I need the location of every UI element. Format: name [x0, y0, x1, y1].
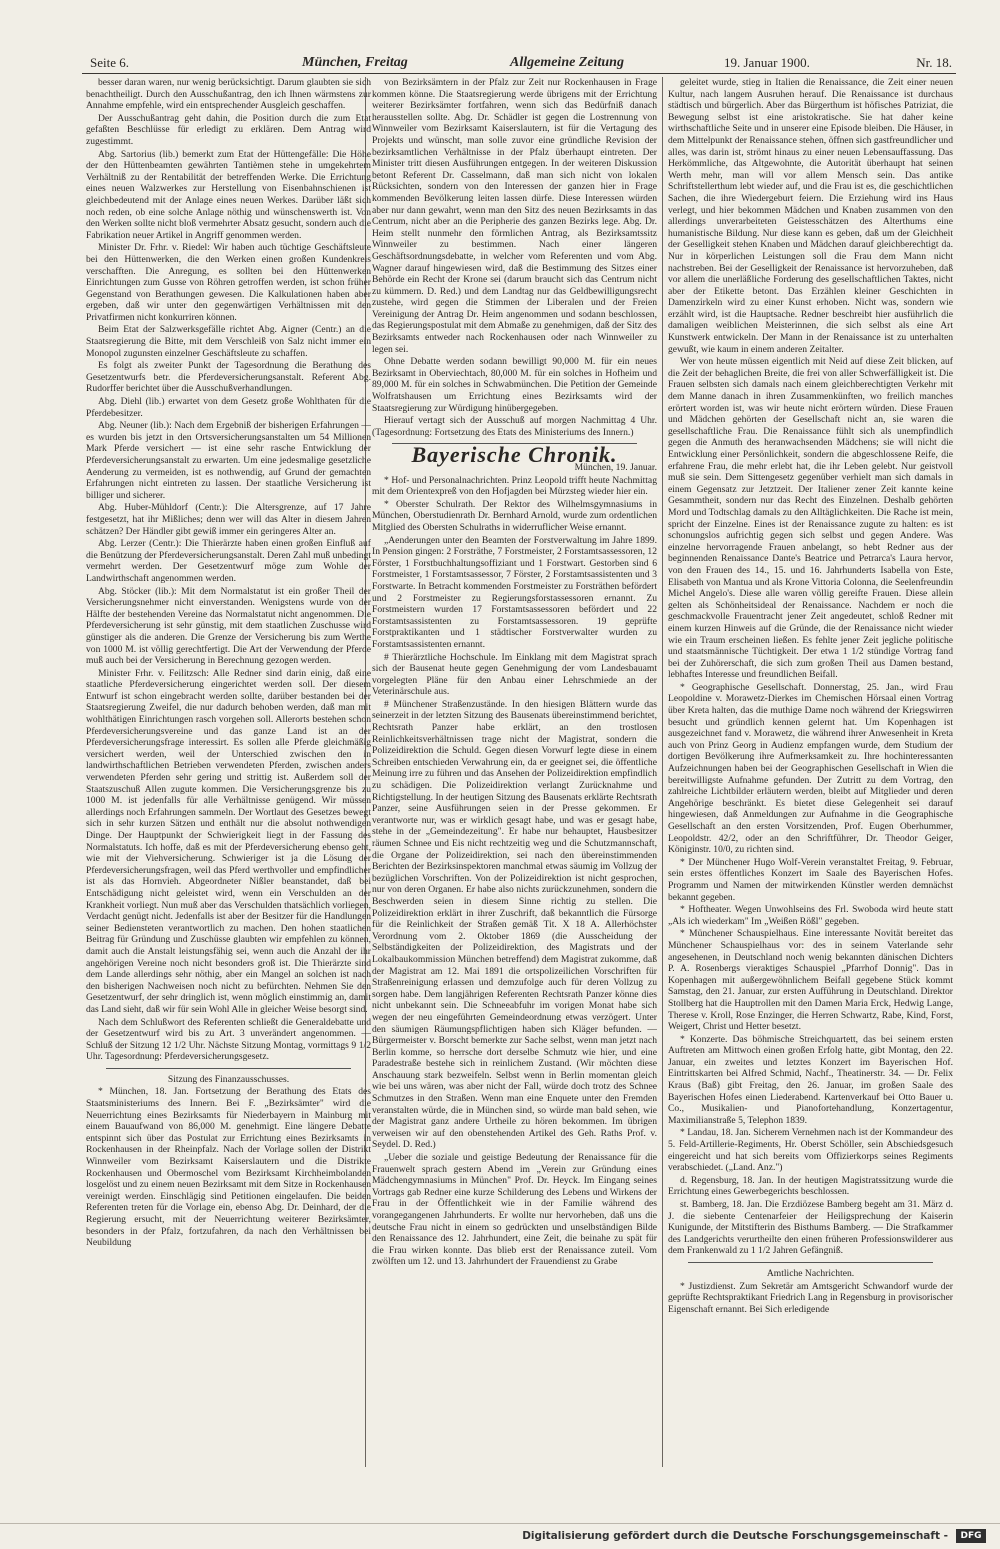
section-divider [106, 1068, 351, 1069]
paragraph: Wer von heute müssen eigentlich mit Neid auf diese Zeit blicken, auf die Zeit der behaglichen Breite, die frei von aller Schwerfälligkeit ist. Die Frauen selbsten sich damals nach einem gleichberechtigten Verkehr mit dem Manne danach in ihren Zusammenkünften, wo freilich manches erörtert worden ist, was wir heute nicht erörtern würden. Diese Frauen und Mädchen gehörten der Gesellschaft nicht an, sie waren die gesellschaftliche Frau. Die Renaissance fühlt sich als unempfindlich gegen die Anmuth des heranwachsenden Mädchens; sie will nicht die Entwicklung einer Persönlichkeit, sondern die abgeschlossene Reife, die erfahrene Frau, die mehr erlebt hat, die ihr Leben gelebt. Nur geistvoll muß sie sein. Dem Sittengesetz gegenüber verhielt man sich damals in einem Gegensatz zur Jetztzeit. Der Italiener zener Zeit kannte keine Gesammtheit, sondern nur das Recht des Einzelnen. Deshalb gehörten Mord und Todtschlag damals zu den Alltäglichkeiten. Die Rache ist mein, spricht der Einzelne. Eines ist der Renaissance zugute zu halten: es ist schonungslos aufrichtig gegen sich selbst und gegen Andere. Was einzelne hervorragende Frauen anbelangt, so hebt Redner aus der beginnenden Renaissance Dante's Beatrice und Petrarca's Laura hervor, von den Frauen des 14., 15. und 16. Jahrhunderts Isabella von Este, Elisabeth von Mantua und als Krone Vittoria Colonna, die Seelenfreundin Michel Angelo's. Diese alle waren völlig gereifte Frauen. Diese allein gelten als Schönheitsideal der Renaissance. Nachdem er noch die geschmackvolle Frauentracht jener Zeit angedeutet, schloß Redner mit einem kurzen Hinweis auf die Gründe, die der Renaissance nicht wieder wie ein Traum erscheinen ließen. Es fehlte jener Zeit jegliche politische und staatsmännische Tüchtigkeit. Der etwa 1 1/2 stündige Vortrag fand bei der Zuhörerschaft, die sich zum großen Theil aus Damen bestand, lebhaftes Interesse und freundlichen Beifall. [668, 356, 953, 681]
paragraph: * Landau, 18. Jan. Sicherem Vernehmen nach ist der Kommandeur des 5. Feld-Artillerie-Regiments, Hr. Oberst Schöller, sein Abschiedsgesuch eingereicht und hat sich bereits vom Offizierkorps seines Regiments verabschiedet. („Land. Anz.") [668, 1127, 953, 1174]
paragraph: * Oberster Schulrath. Der Rektor des Wilhelmsgymnasiums in München, Oberstudienrath Dr. Bernhard Arnold, wurde zum ordentlichen Mitglied des Obersten Schulraths in widerruflicher Weise ernannt. [372, 498, 657, 533]
page-header [82, 53, 956, 74]
place-and-day: München, Freitag [302, 55, 408, 70]
paragraph: geleitet wurde, stieg in Italien die Renaissance, die Zeit einer neuen Kultur, nach langem Ausruhen herauf. Die Renaissance ist durchaus städtisch und bürgerlich. Aber das Bürgerthum ist höfisches Patriziat, die Bewegung selbst ist eine aristokratische. Sie hat daher keine wirthschaftliche Seite und in unserer eine Episode bleiben. Die Häuser, in dem Mittelpunkt der Renaissance stehen, öffnen sich gastfreundlicher und alles, was darin ist, strömt hinaus zu einer neuen Lebensauffassung. Das Herkömmliche, das Altgewohnte, die Autorität überhaupt hat seinen Werth mehr, man will vor allem Mensch sein. Das antike Schriftstellerthum lebt wieder auf, und die Frau ist es, die geschichtlichen Sachen, die ihre Wiedergeburt feiern. Die Erziehung wird ins Haus verlegt, und hier bekommen Mädchen und Knaben zusammen von den allerdings unverarbeiteten Geistesschätzen des Alterthums eine humanistische Bildung. Nur diese kann es geben, daß um der Gleichheit der Geselligkeit stehen Knaben und Mädchen darauf gleichberechtigt da. Nur in körperlichen Leistungen soll die Frau dem Mann nicht nachstreben. Bei der Geselligkeit der Renaissance ist hervorzuheben, daß vor allem die unerläßliche Forderung des gesellschaftlichen Taktes, nicht aber der Etikette betont. Das Erzählen kleiner Geschichten in Damenzirkeln wird zu einer Kunst erhoben. Nicht was, sondern wie erzählt wird, ist die Hauptsache. Redner beschreibt hier ausführlich die damaligen weiblichen Meisterinnen, die sich selbst als eine Art Kunstwerk entwickeln. Der Mann in der Renaissance ist zu unterhalten gewußt, wie kaum in einem anderen Zeitalter. [668, 77, 953, 355]
paragraph: Minister Dr. Frhr. v. Riedel: Wir haben auch tüchtige Geschäftsleute bei den Hüttenwerken, die den Werken einen großen Kundenkreis verschafften. Die Anregung, es sollten bei den Hüttenwerken Einrichtungen zum Gusse von Röhren getroffen werden, ist schon früher Gegenstand von Berathungen gewesen. Die Kalkulationen haben aber ergeben, daß wir unter den gegenwärtigen Verhältnissen mit den Privatfirmen nicht konkurriren können. [86, 242, 371, 323]
paragraph: # Münchener Straßenzustände. In den hiesigen Blättern wurde das seinerzeit in der letzten Sitzung des Bausenats übereinstimmend berichtet, Rechtsrath Panzer habe erklärt, an den trostlosen Reinlichkeitsverhältnissen trage nicht der Magistrat, sondern die Polizeidirektion die Schuld. Gegen diesen Vorwurf legte diese in einem Schreiben entschieden Verwahrung ein, da er geeignet sei, die öffentliche Meinung irre zu führen und das Ansehen der Polizeidirektion empfindlich zu schädigen. Die Polizeidirektion verlangt Zurücknahme und Richtigstellung. In der heutigen Sitzung des Bausenats erklärte Rechtsrath Panzer, seine Ausführungen seien in der Presse gekommen. Er verantworte nur, was er wirklich gesagt habe, und was er gesagt habe, stehe in der „Gemeindezeitung". Er habe nur behauptet, Hausbesitzer räumen Schnee und Eis nicht rechtzeitig weg und die Schutzmannschaft, die Organe der Polizeidirektion, sei nach den übereinstimmenden Berichten der Bezirksinspektoren manchmal etwas säumig im Vollzug der bezüglichen Vorschriften. Von der Polizeidirektion ist nicht gesprochen, nur von deren Organen. Er habe also nichts zurückzunehmen, sondern die Beschwerden seien in diesem Sinne richtig zu stellen. Die Polizeidirektion erklärt in ihrer Zuschrift, daß bekanntlich die Fürsorge für die Reinlichkeit der Straßen gemäß Tit. X 18 A. Allerhöchster Verordnung vom 2. Oktober 1869 (die Ausscheidung der Selbständigkeiten der Polizeidirektion, des Magistrats und der Lokalbaukommission München betreffend) dem Magistrat zukomme, daß der Magistrat am 12. Mai 1891 die ortspolizeilichen Vorschriften für Straßenreinigung erlassen und demzufolge auch für deren Vollzug zu sorgen habe. Dem langjährigen Referenten Rechtsrath Panzer könne dies nicht unbekannt sein. Die Schneeabfuhr im vorigen Monat habe sich wegen der neu eingeführten Gemeindeordnung etwas verzögert. Unter den säumigen Räumungspflichtigen haben sich Kläger befunden. — Bürgermeister v. Borscht bemerkte zur Sache selbst, wenn man jetzt nach Berlin komme, so herrsche dort derselbe Schmutz wie hier, und eine Paradestraße bestehe sich in reinlichem Zustand. (Wir möchten diese Anschauung stark bezweifeln. Selbst wenn in Berlin momentan gleich wie bei uns wären, was aber nicht der Fall, würde doch trotz des Schnee Schmutzes in den Straßen. Wenn man eine Enquete unter den Fremden veranstalten würde, die in München sind, so würde man bald sehen, wie der Magistrat ganz andere Urtheile zu hören bekommen. Im übrigen verweisen wir auf den obenstehenden Artikel des Geh. Raths Prof. v. Seydel. D. Red.) [372, 698, 657, 1151]
paragraph: Beim Etat der Salzwerksgefälle richtet Abg. Aigner (Centr.) an die Staatsregierung die Bitte, mit dem Verschleiß von Salz nicht immer ein Monopol zugunsten einzelner Geschäftsleute zu schaffen. [86, 324, 371, 359]
paragraph: Abg. Huber-Mühldorf (Centr.): Die Altersgrenze, auf 17 Jahre festgesetzt, hat ihr Mißliches; denn wer will das Alter in diesem Jahren schätzen? Der Händler gibt gewiß immer ein geringeres Alter an. [86, 502, 371, 537]
newspaper-title: Allgemeine Zeitung [510, 55, 624, 70]
chronicle-heading: Bayerische Chronik. [411, 442, 618, 468]
paragraph: d. Regensburg, 18. Jan. In der heutigen Magistratssitzung wurde die Errichtung eines Gewerbegerichts beschlossen. [668, 1174, 953, 1198]
paragraph: Ohne Debatte werden sodann bewilligt 90,000 M. für ein neues Bezirksamt in Oberviechtach, 80,000 M. für ein solches in Hofheim und 89,000 M. für ein solches in Schwabmünchen. Die Petition der Gemeinde Wolfratshausen um Errichtung eines Bezirksamts wird der Staatsregierung zur Würdigung hinübergegeben. [372, 356, 657, 414]
paragraph: Abg. Sartorius (lib.) bemerkt zum Etat der Hüttengefälle: Die Höhe der den Hüttenbeamten gewährten Tantièmen stehe in umgekehrtem Verhältniß zu der Rentabilität der betreffenden Werke. Die Errichtung eines neuen Walzwerkes zur Herstellung von Eisenbahnschienen ist gleichbedeutend mit der Anlage eines neuen Werkes. Darüber läßt sich noch reden, ob eine solche Anlage nöthig und wünschenswerth ist. Von den Werken sollte nicht bloß vermehrter Absatz gesucht, sondern auch die Fabrikation neuer Artikel in Angriff genommen werden. [86, 148, 371, 241]
paragraph: * Hoftheater. Wegen Unwohlseins des Frl. Swoboda wird heute statt „Als ich wiederkam" Im „Weißen Rößl" gegeben. [668, 904, 953, 927]
page-number: Seite 6. [90, 55, 129, 70]
footer-bar [0, 1523, 1000, 1549]
paragraph: # Thierärztliche Hochschule. Im Einklang mit dem Magistrat sprach sich der Bausenat heute gegen Genehmigung der vom Landesbauamt vorgelegten Pläne für den Anbau einer Lehrschmiede an der Veterinärschule aus. [372, 651, 657, 698]
paragraph: * Geographische Gesellschaft. Donnerstag, 25. Jan., wird Frau Leopoldine v. Morawetz-Dierkes im Chemischen Hörsaal einen Vortrag über Kreta halten, das die muthige Dame noch während der Kriegswirren besucht und gründlich kennen gelernt hat. Um Kopenhagen ist ausgezeichnet fand v. Morawetz, die während ihrer Anwesenheit in Kreta auch von Prinz Georg in Audienz empfangen wurde, dem Studium der dortigen Bevölkerung ihre Aufmerksamkeit zu. Ihre hochinteressanten Aufzeichnungen haben bei der Geographischen Gesellschaft in Wien die bereitwilligste Aufnahme gefunden. Der Zutritt zu dem Vortrag, den zahlreiche Lichtbilder erläutern werden, bleibt auf Mitglieder und deren Angehörige beschränkt. Es bietet diese Gelegenheit sei darauf hingewiesen, daß Anmeldungen zur Aufnahme in die Geographische Gesellschaft an den ersten Vorsitzenden, Prof. Eugen Oberhummer, Leopoldstr. 42/2, oder an den Schriftführer, Dr. Theodor Geiger, Königinstr. 10/0, zu richten sind. [668, 681, 953, 856]
paragraph: von Bezirksämtern in der Pfalz zur Zeit nur Rockenhausen in Frage kommen könne. Die Staatsregierung werde übrigens mit der Errichtung weiterer Bezirksämter fortfahren, wenn sich das Bedürfniß danach herausstellen sollte. Abg. Dr. Schädler ist gegen die Lostrennung von Winnweiler vom Bezirksamt Kaiserslautern, ist für die Vertagung des Projekts und wünscht, man solle zuvor eine gründliche Revision der bezirksamtlichen Verhältnisse in der Pfalz überhaupt eintreten. Der Minister tritt diesen Ausführungen entgegen. In der weiteren Diskussion betont Referent Dr. Casselmann, daß man sich nicht von lokalen Rücksichten, sondern von den Interessen der ganzen hier in Frage kommenden Bevölkerung leiten lassen dürfe. Diese Interessen würden aber nur dann gewahrt, wenn man den Sitz des neuen Bezirksamts in das Centrum, nicht aber an die Peripherie des ganzen Bezirks lege. Abg. Dr. Heim stellt nunmehr den förmlichen Antrag, als Bezirksamtssitz Winnweiler zu bestimmen. Nach einer längeren Geschäftsordnungsdebatte, in welcher vom Referenten und vom Abg. Wagner darauf hingewiesen wird, daß die Bestimmung des Sitzes einer Behörde ein Recht der Krone sei (darum braucht sich das Centrum nicht zu kümmern. D. Red.) und dem Landtag nur das Geldbewilligungsrecht zustehe, wird gegen die Stimmen der Liberalen und der Freien Vereinigung der Antrag Dr. Heim angenommen und sodann beschlossen, das Regierungspostulat mit dem Abmaße zu genehmigen, daß der Sitz des Bezirksamts entweder nach Rockenhausen oder nach Winnweiler zu legen sei. [372, 77, 657, 355]
column-3 [668, 77, 953, 1442]
paragraph: Es folgt als zweiter Punkt der Tagesordnung die Berathung des Gesetzentwurfs betr. die Pferdeversicherungsanstalt. Referent Abg. Rudorffer berichtet über die Ausschußverhandlungen. [86, 360, 371, 395]
paragraph: st. Bamberg, 18. Jan. Die Erzdiözese Bamberg begeht am 31. März d. J. die siebente Centenarfeier der Heiligsprechung der Kaiserin Kunigunde, der Mitstifterin des Bisthums Bamberg. — Die Strafkammer des Landgerichts verurtheilte den einen früheren Professionswilderer aus dem Frankenwald zu 1 1/2 Jahren Gefängniß. [668, 1199, 953, 1257]
paragraph: Abg. Lerzer (Centr.): Die Thierärzte haben einen großen Einfluß auf die Benützung der Pferdeversicherungsanstalt. Deren Zahl muß unbedingt vermehrt werden. Der Gesetzentwurf möge zum Wohle der Landwirthschaft angenommen werden. [86, 538, 371, 584]
dfg-logo: DFG [956, 1529, 986, 1543]
issue-number: Nr. 18. [916, 55, 952, 70]
column-2 [372, 77, 657, 1477]
paragraph: * Der Münchener Hugo Wolf-Verein veranstaltet Freitag, 9. Februar, sein erstes öffentliches Konzert im Saale des Bayerischen Hofes. Programm und Namen der mitwirkenden Künstler werden demnächst bekannt gegeben. [668, 856, 953, 903]
paragraph: besser daran waren, nur wenig berücksichtigt. Darum glaubten sie sich benachtheiligt. Durch den Ausschußantrag, den ich Ihnen wärmstens zur Annahme empfehle, wird ein entsprechender Ausgleich geschaffen. [86, 77, 371, 112]
paragraph: Hierauf vertagt sich der Ausschuß auf morgen Nachmittag 4 Uhr. (Tagesordnung: Fortsetzung des Etats des Ministeriums des Innern.) [372, 415, 657, 438]
paragraph: Abg. Diehl (lib.) erwartet von dem Gesetz große Wohlthaten für die Pferdebesitzer. [86, 396, 371, 419]
dateline: München, 19. Januar. [574, 462, 657, 473]
paragraph: Abg. Stöcker (lib.): Mit dem Normalstatut ist ein großer Theil der Versicherungsnehmer nicht einverstanden. Wenigstens wurde von der Hälfte der bestehenden Vereine das Normalstatut nicht angenommen. Die Pferdeversicherung ist sehr günstig, mit dem staatlichen Zuschusse wird günstiger als die anderen. Die Grenze der Versicherung bis zum Werthe von 1000 M. ist völlig gerechtfertigt. Die Art der Verwendung der Pferde muß auch bei der Versicherung in Berechnung gezogen werden. [86, 585, 371, 667]
paragraph: Der Ausschußantrag geht dahin, die Position durch die zum Etat gefaßten Beschlüsse für erledigt zu erklären. Dem Antrag wird zugestimmt. [86, 112, 371, 147]
paragraph: „Aenderungen unter den Beamten der Forstverwaltung im Jahre 1899. In Pension gingen: 2 Forsträthe, 7 Forstmeister, 2 Forstamtsassessoren, 12 Förster, 1 Forstbuchhaltungsoffiziant und 1 Forstwart. Gestorben sind 6 Forstmeister, 1 Forstamtsassessor, 7 Förster, 2 Forstamtsassistenten und 3 Forstwarte. In Betracht kommenden Forstmeister zu Forsträthen befördert und 2 Forstmeister zu Regierungsforstassessoren ernannt. Zu Forstmeistern wurden 17 Forstamtsassessoren befördert und 22 Forstamtsassistenten zu Forstamtsassessoren. 19 geprüfte Forstpraktikanten und 1 städtischer Forstverwalter wurden zu Forstamtsassistenten ernannt. [372, 534, 657, 650]
digitization-credit: Digitalisierung gefördert durch die Deutsche Forschungsgemeinschaft - [522, 1530, 948, 1542]
paragraph: Minister Frhr. v. Feilitzsch: Alle Redner sind darin einig, daß eine staatliche Pferdeversicherung eingerichtet werden soll. Der diesem Entwurf ist schon eingebracht werden sollte, darüber bestanden bei der Staatsregierung Zweifel, die nur dadurch behoben werden, daß man mit wohlthätigen Einrichtungen rasch vorgehen soll. Allerorts bestehen schon Pferdeversicherungsvereine und das ganze Land ist an der Pferdeversicherungsfrage interessirt. Es sollen alle Pferde gleichmäßig versichert werden, weil der Unterschied zwischen den in landwirthschaftlichen Betrieben verwendeten Pferden, zwischen anders verwendeten Pferden sehr gering und strittig ist. Außerdem soll der Staatszuschuß Allen zugute kommen. Die Versicherungsgrenze bis zu 1000 M. ist jedenfalls für alle Verhältnisse genügend. Wir müssen allerdings noch Erfahrungen sammeln. Der Wortlaut des Gesetzes bewegt sich in sehr kurzen Sätzen und enthält nur die absolut nothwendigen Dinge. Der Hauptpunkt der Schwierigkeit liegt in der Fassung des Normalstatuts. Ich hoffe, daß es mit der Pferdeversicherung ebenso geht, wie mit der Viehversicherung. Schwieriger ist ja die Lösung der Pferdeversicherungsfragen, weil das Pferd werthvoller und empfindlicher ist als das Hornvieh. Abgeordneter Nißler beanstandet, daß bei Entschädigung nicht geleistet wird, wenn ein Verschulden an der Krankheit vorliegt. Nun muß aber das Verschulden thatsächlich vorliegen, Verdacht genügt nicht. Jedenfalls ist aber der Besitzer für die Handlungen seiner Bediensteten verantwortlich zu machen. Den hohen staatlichen Beitrag für Gründung und Zuschüsse glaubten wir empfehlen zu können, damit auch die Anstalt leistungsfähig sei, wenn auch die Anzahl der ihr angehörigen Vereine noch nicht besonders groß ist. Die Thierärzte sind dem Lande allerdings sehr nöthig, aber ein Mangel an solchen ist nach den bisherigen Nachweisen noch nicht zu befürchten. Nehmen Sie den Gesetzentwurf, der sehr dringlich ist, wenn möglich einstimmig an, damit das Land sieht, daß wir für sein Wohl Alle in gleicher Weise besorgt sind. [86, 667, 371, 1015]
paragraph: Nach dem Schlußwort des Referenten schließt die Generaldebatte und der Gesetzentwurf wird bis zu Art. 3 unverändert angenommen. — Schluß der Sitzung 12 1/2 Uhr. Nächste Sitzung Montag, vormittags 9 1/2 Uhr. Tagesordnung: Pferdeversicherungsgesetz. [86, 1016, 371, 1063]
column-rule [662, 77, 663, 1467]
section-divider [688, 1262, 933, 1263]
issue-date: 19. Januar 1900. [724, 55, 810, 70]
column-1 [86, 77, 371, 1477]
paragraph: „Ueber die soziale und geistige Bedeutung der Renaissance für die Frauenwelt sprach gestern Abend im „Verein zur Gründung eines Mädchengymnasiums in München" Prof. Dr. Heyck. Im Eingang seines Vortrags gab Redner eine kurze Schilderung des Lebens und Wirkens der Frau in der Öffentlichkeit wie in der Familie während des vorangegangenen Jahrhunderts. Er wollte nur hervorheben, daß uns die deutsche Frau nicht in einem so gedrückten und unselbständigen Bilde den Renaissance des 12. Jahrhundert, eine Zeit, die beinahe zu spät für die Frau wirken konnte. Das blieb erst der Renaissance zuteil. Vom zwölften um 12. und 13. Jahrhundert der Frauendienst zu Grabe [372, 1152, 657, 1268]
paragraph: * Justizdienst. Zum Sekretär am Amtsgericht Schwandorf wurde der geprüfte Rechtspraktikant Friedrich Lang in Regensburg in provisorischer Eigenschaft ernannt. Bei Sich erledigende [668, 1280, 953, 1315]
section-heading: Amtliche Nachrichten. [766, 1267, 855, 1279]
paragraph: * Münchener Schauspielhaus. Eine interessante Novität bereitet das Münchener Schauspielhaus vor: des in seinem Vaterlande sehr angesehenen, in Deutschland noch wenig bekannten dänischen Dichters P. A. Rosenbergs vieraktiges Schauspiel „Pfarrhof Donnig". Das in Kopenhagen mit außergewöhnlichem Beifall gegebene Stück kommt Samstag, den 21. Januar, zur ersten Aufführung in Deutschland. Direktor Stollberg hat die Hauptrollen mit den Damen Maria Erck, Hedwig Lange, Therese v. Kroll, Rose Enzinger, die Herren Schwartz, Rabe, Kind, Forst, Weigert, Christ und Hetter besetzt. [668, 928, 953, 1033]
paragraph: * Hof- und Personalnachrichten. Prinz Leopold trifft heute Nachmittag mit dem Orientexpreß von den Hofjagden bei Mürzsteg wieder hier ein. [372, 474, 657, 498]
paragraph: * München, 18. Jan. Fortsetzung der Berathung des Etats des Staatsministeriums des Innern. Bei F. „Bezirksämter" wird die Neuerrichtung eines Bezirksamts für Niederbayern in Mainburg mit einem Bauaufwand von 86,000 M. genehmigt. Eine längere Debatte entspinnt sich über das Postulat zur Errichtung eines Bezirksamts in Rockenhausen in der Rheinpfalz. Nach der Vorlage sollen der Distrikt Winnweiler vom Bezirksamt Kaiserslautern und die Distrikte Rockenhausen und Obermoschel vom Bezirksamt Kirchheimbolanden losgelöst und zu einem neuen Bezirksamt mit dem Sitze in Rockenhausen vereinigt werden. Einschlägig sind Petitionen eingelaufen. Die beiden Referenten treten für die Vorlage ein, ebenso Abg. Dr. Deinhard, der die Regierung ersucht, mit der Neuerrichtung weiterer Bezirksämter, besonders in der Pfalz, fortzufahren, da nach den Verhältnissen bei Neubildung [86, 1086, 371, 1249]
paragraph: * Konzerte. Das böhmische Streichquartett, das bei seinem ersten Auftreten am Mittwoch einen großen Erfolg hatte, gibt Montag, den 22. Januar, ein zweites und letztes Konzert im Bayerischen Hof. Eintrittskarten bei Alfred Schmid, Nachf., Theatinerstr. 34. — Dr. Felix Kraus (Baß) gibt Freitag, den 26. Januar, im großen Saale des Bayerischen Hofes einen Liederabend. Kartenverkauf bei Otto Bauer u. Co., Musikalien- und Pianofortehandlung, Konzertagentur, Maximilianstraße 5, Telephon 1839. [668, 1033, 953, 1126]
paragraph: Abg. Neuner (lib.): Nach dem Ergebniß der bisherigen Erfahrungen — es wurden bis jetzt in den Ortsversicherungsanstalten um 54 Millionen Mark Pferde versichert — ist eine sehr rasche Entwicklung der Pferdeversicherungsanstalt zu erwarten. Um eine jedesmalige gesetzliche Aenderung zu vermeiden, ist es nothwendig, auf Grund der gemachten Erfahrungen nicht eintreten zu lassen. Der staatliche Versicherung ist billiger und sicherer. [86, 420, 371, 501]
section-heading: Sitzung des Finanzausschusses. [167, 1073, 290, 1085]
